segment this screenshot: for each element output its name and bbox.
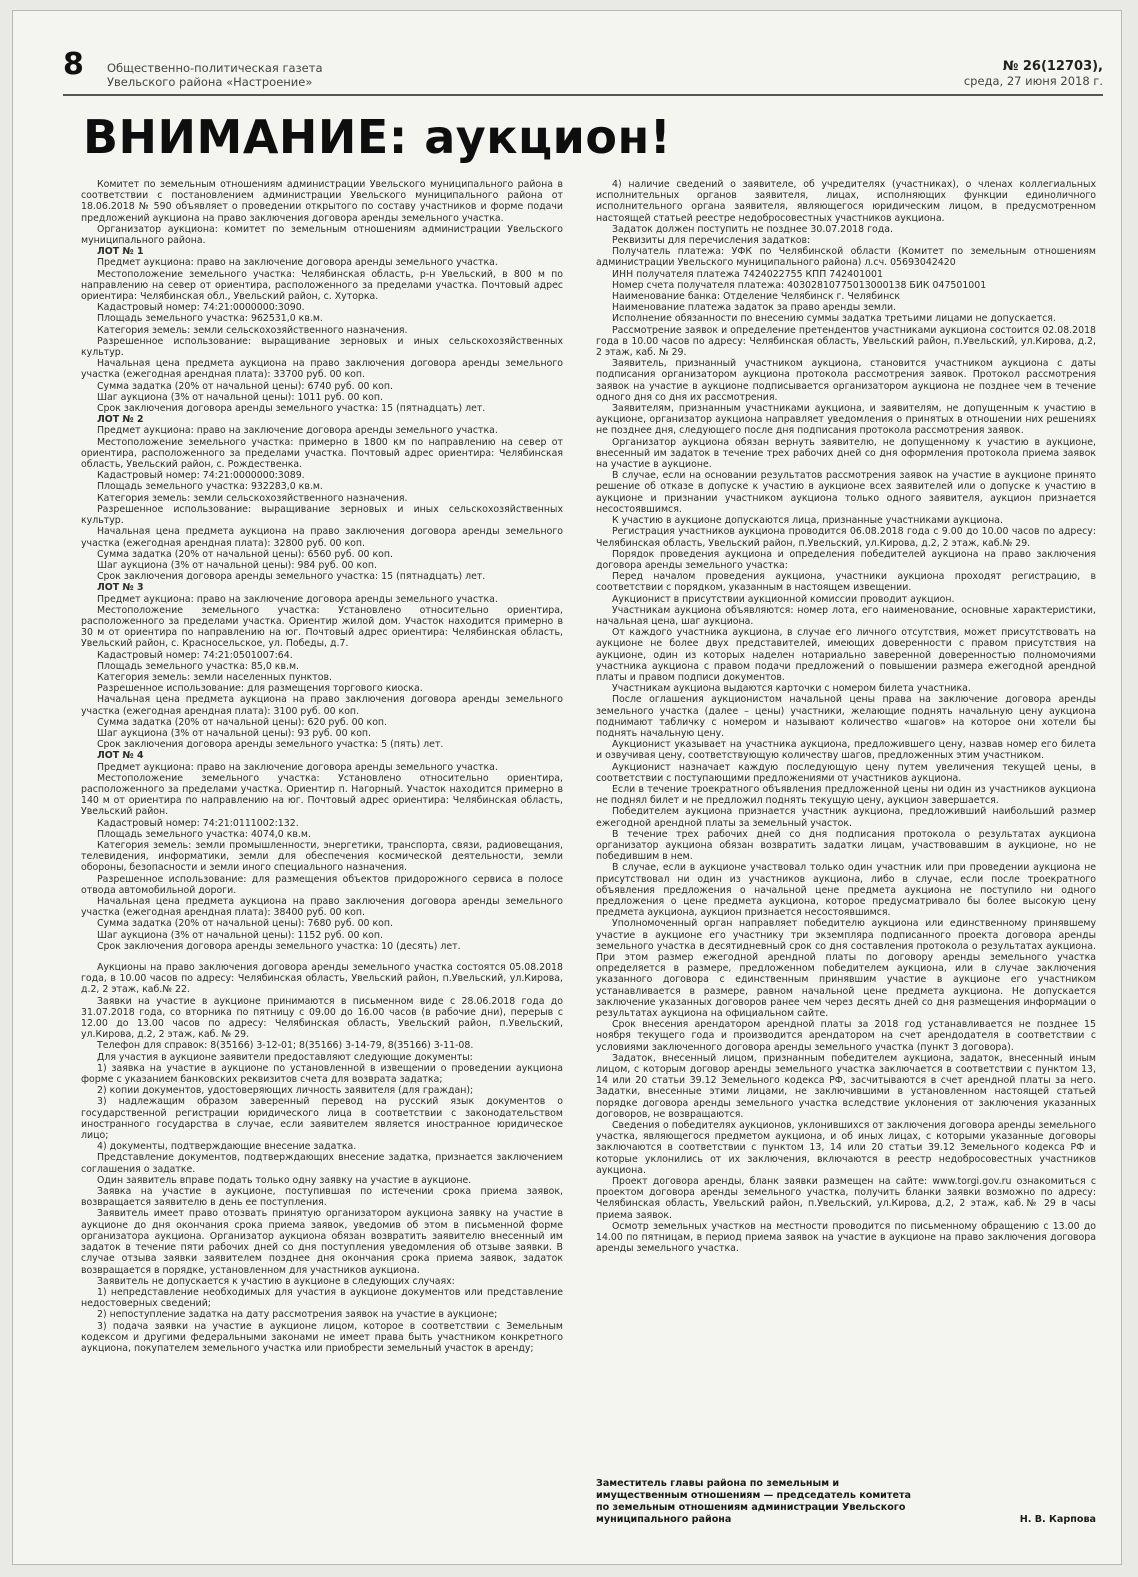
paragraph: Участникам аукциона выдаются карточки с номером билета участника. xyxy=(612,683,971,695)
paragraph: Получатель платежа: УФК по Челябинской области (Комитет по земельным отношениям администрации Увельского муниципального района) л.сч. 05693042420 xyxy=(596,246,1096,269)
paragraph: Заявителям, признанным участниками аукциона, и заявителям, не допущенным к участию в аукционе, организатор аукциона направляет уведомления о принятых в отношении них решениях не позднее дня, следующего после дня подписания протокола рассмотрения заявок. xyxy=(596,403,1096,437)
paragraph: Заявки на участие в аукционе принимаются в письменном виде с 28.06.2018 года до 31.07.2018 года, со вторника по пятницу с 09.00 до 16.00 часов (в рабочие дни), перерыв с 12.00 до 13.00 часов по адресу: Челябинская область, Увельский район, п.Увельский, ул.Кирова, д.2, 2 этаж, каб. № 29. xyxy=(81,995,563,1041)
lot-heading: ЛОТ № 2 xyxy=(97,414,144,426)
lot-heading: ЛОТ № 3 xyxy=(97,582,144,594)
paragraph: Шаг аукциона (3% от начальной цены): 1011 руб. 00 коп. xyxy=(97,391,383,403)
article-title: ВНИМАНИЕ: аукцион! xyxy=(83,110,672,164)
issue-number: № 26(12703), xyxy=(1002,59,1103,74)
paragraph: Если в течение троекратного объявления предложенной цены ни один из участников аукциона не поднял билет и не предложил поднять текущую цену, аукцион завершается. xyxy=(596,783,1096,807)
paragraph: Регистрация участников аукциона проводится 06.08.2018 года с 9.00 до 10.00 часов по адресу: Челябинская область, Увельский район, п.Увельский, ул.Кирова, д.2, 2 этаж, каб.№ 29. xyxy=(596,526,1096,549)
paragraph: Шаг аукциона (3% от начальной цены): 984 руб. 00 коп. xyxy=(97,559,378,571)
paragraph: Аукционист назначает каждую последующую цену путем увеличения текущей цены, в соответствии с поступающими предложениями от участников аукциона. xyxy=(596,761,1096,784)
newspaper-name-line1: Общественно-политическая газета xyxy=(107,61,323,75)
paragraph: Кадастровый номер: 74:21:0000000:3089. xyxy=(97,470,305,482)
paragraph: Срок заключения договора аренды земельного участка: 15 (пятнадцать) лет. xyxy=(97,571,486,583)
paragraph: Предмет аукциона: право на заключение договора аренды земельного участка. xyxy=(97,593,498,605)
paragraph: Сумма задатка (20% от начальной цены): 6740 руб. 00 коп. xyxy=(97,380,394,392)
paragraph: Предмет аукциона: право на заключение договора аренды земельного участка. xyxy=(97,761,498,773)
paragraph: Начальная цена предмета аукциона на право заключения договора аренды земельного участка (ежегодная арендная плата): 3100 руб. 00 коп. xyxy=(81,694,563,717)
paragraph: Заявитель имеет право отозвать принятую организатором аукциона заявку на участие в аукционе до дня окончания срока приема заявок, уведомив об этом в письменной форме организатора аукциона. Организатор аукциона обязан возвратить заявителю внесенный им задаток в течение пяти рабочих дней со дня поступления уведомления об отзыве заявки. В случае отзыва заявки заявителем позднее дня окончания срока приема заявок, задаток возвращается в порядке, установленном для участников аукциона. xyxy=(81,1208,563,1276)
paragraph: Шаг аукциона (3% от начальной цены): 1152 руб. 00 коп. xyxy=(97,929,383,941)
newspaper-name xyxy=(107,61,323,89)
paragraph: Заявитель, признанный участником аукциона, становится участником аукциона с даты подписания организатором аукциона протокола рассмотрения заявок. Протокол рассмотрения заявок на участие в аукционе подписывается организатором аукциона не позднее чем в течение одного дня со дня их рассмотрения. xyxy=(596,358,1096,403)
paragraph: Аукционы на право заключения договора аренды земельного участка состоятся 05.08.2018 года, в 10.00 часов по адресу: Челябинская область, Увельский район, п.Увельский, ул.Кирова, д.2, 2 этаж, каб.№ 22. xyxy=(81,962,563,996)
paragraph: 1) заявка на участие в аукционе по установленной в извещении о проведении аукциона форме с указанием банковских реквизитов счета для возврата задатка; xyxy=(81,1062,563,1086)
right-column xyxy=(596,179,1096,1255)
paragraph: Срок заключения договора аренды земельного участка: 15 (пятнадцать) лет. xyxy=(97,403,486,415)
paragraph: Кадастровый номер: 74:21:0000000:3090. xyxy=(97,302,305,314)
paragraph: Один заявитель вправе подать только одну заявку на участие в аукционе. xyxy=(97,1174,472,1186)
paragraph: Шаг аукциона (3% от начальной цены): 93 руб. 00 коп. xyxy=(97,727,372,739)
newspaper-page xyxy=(12,10,1122,1565)
paragraph: Категория земель: земли населенных пунктов. xyxy=(97,671,333,683)
paragraph: Сведения о победителях аукционов, уклонившихся от заключения договора аренды земельного участка, являющегося предметом аукциона, и об иных лицах, с которыми указанные договоры заключаются в соответствии с пунктом 13, 14 или 20 статьи 39.12 Земельного кодекса РФ и которые уклонились от их заключения, включаются в реестр недобросовестных участников аукциона. xyxy=(596,1120,1096,1176)
paragraph: Срок внесения арендатором арендной платы за 2018 год устанавливается не позднее 15 ноября текущего года и производится арендатором на счет арендодателя в соответствии с условиями заключенного договора аренды земельного участка (пункт 3 договора). xyxy=(596,1019,1096,1053)
paragraph: Рассмотрение заявок и определение претендентов участниками аукциона состоится 02.08.2018 года в 10.00 часов по адресу: Челябинская область, Увельский район, п.Увельский, ул.Кирова, д.2, 2 этаж, каб. № 29. xyxy=(596,324,1096,359)
paragraph: Задаток должен поступить не позднее 30.07.2018 года. xyxy=(612,223,893,235)
issue-date: среда, 27 июня 2018 г. xyxy=(963,74,1103,88)
paragraph: Категория земель: земли промышленности, энергетики, транспорта, связи, радиовещания, телевидения, информатики, земли для обеспечения космической деятельности, земли обороны, безопасности и земли иного специального назначения. xyxy=(81,839,563,874)
paragraph: Начальная цена предмета аукциона на право заключения договора аренды земельного участка (ежегодная арендная плата): 33700 руб. 00 коп. xyxy=(81,358,563,381)
paragraph: Разрешенное использование: выращивание зерновых и иных сельскохозяйственных культур. xyxy=(81,335,563,359)
paragraph: Сумма задатка (20% от начальной цены): 7680 руб. 00 коп. xyxy=(97,918,394,930)
paragraph: Наименование банка: Отделение Челябинск г. Челябинск xyxy=(612,291,901,303)
paragraph: Аукционист в присутствии аукционной комиссии проводит аукцион. xyxy=(612,593,955,605)
signature-name: Н. В. Карпова xyxy=(1019,1514,1096,1525)
paragraph: 3) подача заявки на участие в аукционе лицом, которое в соответствии с Земельным кодексом и другими федеральными законами не имеет права быть участником конкретного аукциона, покупателем земельного участка или приобрести земельный участок в аренду; xyxy=(81,1320,563,1354)
signature-block xyxy=(596,1478,1096,1526)
paragraph: 2) копии документов, удостоверяющих личность заявителя (для граждан); xyxy=(97,1085,474,1097)
paragraph: Разрешенное использование: для размещения торгового киоска. xyxy=(97,683,423,695)
paragraph: Площадь земельного участка: 962531,0 кв.м. xyxy=(97,313,323,325)
paragraph: Порядок проведения аукциона и определения победителей аукциона на право заключения договора аренды земельного участка: xyxy=(596,548,1096,571)
paragraph: Срок заключения договора аренды земельного участка: 10 (десять) лет. xyxy=(97,940,461,952)
paragraph-gap xyxy=(81,952,563,962)
paragraph: Предмет аукциона: право на заключение договора аренды земельного участка. xyxy=(97,257,498,269)
paragraph: Сумма задатка (20% от начальной цены): 6560 руб. 00 коп. xyxy=(97,548,394,560)
paragraph: В случае, если на основании результатов рассмотрения заявок на участие в аукционе принято решение об отказе в допуске к участию в аукционе всех заявителей или о допуске к участию в аукционе и признании участником аукциона только одного заявителя, аукцион признается несостоявшимся. xyxy=(596,470,1096,515)
paragraph: Разрешенное использование: выращивание зерновых и иных сельскохозяйственных культур. xyxy=(81,503,563,527)
paragraph: Участникам аукциона объявляются: номер лота, его наименование, основные характеристики, начальная цена, шаг аукциона. xyxy=(596,604,1096,627)
paragraph: ИНН получателя платежа 7424022755 КПП 742401001 xyxy=(612,268,883,280)
paragraph: Комитет по земельным отношениям администрации Увельского муниципального района в соответствии с постановлением администрации Увельского муниципального района от 18.06.2018 № 590 объявляет о проведении открытого по составу участников и форме подачи предложений аукциона на право заключения договора аренды земельного участка. xyxy=(81,179,563,224)
paragraph: Местоположение земельного участка: примерно в 1800 км по направлению на север от ориентира, расположенного за пределами участка. Почтовый адрес ориентира: Челябинская область, Увельский район, с. Рождественка. xyxy=(81,436,563,471)
paragraph: 4) наличие сведений о заявителе, об учредителях (участниках), о членах коллегиальных исполнительных органов заявителя, лицах, исполняющих функции единоличного исполнительного органа заявителя, являющегося юридическим лицом, в предусмотренном настоящей статьей реестре недобросовестных участников аукциона. xyxy=(596,179,1096,224)
paragraph: Начальная цена предмета аукциона на право заключения договора аренды земельного участка (ежегодная арендная плата): 32800 руб. 00 коп. xyxy=(81,526,563,549)
paragraph: Площадь земельного участка: 85,0 кв.м. xyxy=(97,660,300,672)
paragraph: Категория земель: земли сельскохозяйственного назначения. xyxy=(97,492,408,504)
page-number: 8 xyxy=(63,47,84,82)
newspaper-name-line2: Увельского района «Настроение» xyxy=(107,75,313,89)
paragraph: Срок заключения договора аренды земельного участка: 5 (пять) лет. xyxy=(97,739,444,751)
paragraph: Исполнение обязанности по внесению суммы задатка третьими лицами не допускается. xyxy=(612,313,1056,325)
paragraph: Начальная цена предмета аукциона на право заключения договора аренды земельного участка (ежегодная арендная плата): 38400 руб. 00 коп. xyxy=(81,896,563,919)
paragraph: Представление документов, подтверждающих внесение задатка, признается заключением соглашения о задатке. xyxy=(81,1152,563,1175)
header-divider xyxy=(63,94,1103,96)
paragraph: 1) непредставление необходимых для участия в аукционе документов или представление недостоверных сведений; xyxy=(81,1286,563,1310)
paragraph: Аукционист указывает на участника аукциона, предложившего цену, назвав номер его билета и озвучивая цену, соответствующую количеству шагов, предложенных этим участником. xyxy=(596,739,1096,762)
paragraph: 3) надлежащим образом заверенный перевод на русский язык документов о государственной регистрации юридического лица в соответствии с законодательством иностранного государства в случае, если заявителем является иностранное юридическое лицо; xyxy=(81,1096,563,1142)
paragraph: Победителем аукциона признается участник аукциона, предложивший наибольший размер ежегодной арендной платы за земельный участок. xyxy=(596,806,1096,829)
paragraph: Местоположение земельного участка: Установлено относительно ориентира, расположенного за пределами участка. Ориентир жилой дом. Участок находится примерно в 30 м от ориентира по направлению на юг. Почтовый адрес ориентира: Челябинская область, Увельский район, с. Красносельское, ул. Победы, д.7. xyxy=(81,604,563,650)
paragraph: Заявитель не допускается к участию в аукционе в следующих случаях: xyxy=(97,1275,455,1287)
issue-info xyxy=(964,59,1103,88)
paragraph: Разрешенное использование: для размещения объектов придорожного сервиса в полосе отвода автомобильной дороги. xyxy=(81,873,563,896)
page-header xyxy=(63,47,1103,89)
paragraph: Категория земель: земли сельскохозяйственного назначения. xyxy=(97,324,408,336)
paragraph: Для участия в аукционе заявители предоставляют следующие документы: xyxy=(97,1051,473,1063)
paragraph: Кадастровый номер: 74:21:0111002:132. xyxy=(97,817,299,829)
paragraph: Задаток, внесенный лицом, признанным победителем аукциона, задаток, внесенный иным лицом, с которым договор аренды земельного участка заключается в соответствии с пунктом 13, 14 или 20 статьи 39.12 Земельного кодекса РФ, засчитываются в счет арендной платы за него. Задатки, внесенные этими лицами, не заключившими в установленном настоящей статьей порядке договора аренды земельного участка вследствие уклонения от заключения указанных договоров, не возвращаются. xyxy=(596,1052,1096,1120)
signature-position: Заместитель главы района по земельным и имущественным отношениям — председатель комитета по земельным отношениям администрации Увельского муниципального района xyxy=(596,1478,911,1525)
paragraph: После оглашения аукционистом начальной цены права на заключение договора аренды земельного участка (далее – цены) участники, желающие поднять начальную цену аукциона поднимают табличку с номером и называют количество «шагов» на которое они хотели бы поднять начальную цену. xyxy=(596,694,1096,739)
paragraph: К участию в аукционе допускаются лица, признанные участниками аукциона. xyxy=(612,515,1004,527)
paragraph: 4) документы, подтверждающие внесение задатка. xyxy=(97,1141,357,1153)
paragraph: В случае, если в аукционе участвовал только один участник или при проведении аукциона не присутствовал ни один из участников аукциона, либо в случае, если после троекратного объявления предложения о начальной цене предмета аукциона не поступило ни одного предложения о цене предмета аукциона, которое предусматривало бы более высокую цену предмета аукциона, аукцион признается несостоявшимся. xyxy=(596,862,1096,919)
lot-heading: ЛОТ № 1 xyxy=(97,246,144,258)
paragraph: Площадь земельного участка: 4074,0 кв.м. xyxy=(97,828,311,840)
paragraph: От каждого участника аукциона, в случае его личного отсутствия, может присутствовать на аукционе не более двух представителей, имеющих доверенности с правом присутствия на аукционе, один из которых наделен нотариально заверенной доверенностью полномочиями участника аукциона с правом подачи предложений о повышении размера ежегодной арендной платы и правом подписи документов. xyxy=(596,627,1096,683)
paragraph: Заявка на участие в аукционе, поступившая по истечении срока приема заявок, возвращается заявителю в день ее поступления. xyxy=(81,1186,563,1209)
paragraph: Местоположение земельного участка: Установлено относительно ориентира, расположенного за пределами участка. Ориентир п. Нагорный. Участок находится примерно в 140 м от ориентира по направлению на юг. Почтовый адрес ориентира: Челябинская область, Увельский район. xyxy=(81,772,563,818)
paragraph: В течение трех рабочих дней со дня подписания протокола о результатах аукциона организатор аукциона обязан возвратить задатки лицам, участвовавшим в аукционе, но не победившим в нем. xyxy=(596,828,1096,863)
paragraph: Организатор аукциона обязан вернуть заявителю, не допущенному к участию в аукционе, внесенный им задаток в течение трех рабочих дней со дня оформления протокола приема заявок на участие в аукционе. xyxy=(596,436,1096,471)
paragraph: Уполномоченный орган направляет победителю аукциона или единственному принявшему участие в аукционе его участнику три экземпляра подписанного проекта договора аренды земельного участка в десятидневный срок со дня составления протокола о результатах аукциона. При этом размер ежегодной арендной платы по договору аренды земельного участка определяется в размере, предложенном победителем аукциона, или в случае заключения указанного договора с единственным принявшим участие в аукционе его участником устанавливается в размере, равном начальной цене предмета аукциона. Не допускается заключение указанных договоров ранее чем через десять дней со дня размещения информации о результатах аукциона на официальном сайте. xyxy=(596,918,1096,1020)
paragraph: Наименование платежа задаток за право аренды земли. xyxy=(612,302,897,314)
lot-heading: ЛОТ № 4 xyxy=(97,750,144,762)
paragraph: Кадастровый номер: 74:21:0501007:64. xyxy=(97,649,293,661)
paragraph: 2) непоступление задатка на дату рассмотрения заявок на участие в аукционе; xyxy=(97,1309,498,1321)
paragraph: Сумма задатка (20% от начальной цены): 620 руб. 00 коп. xyxy=(97,716,388,728)
paragraph: Организатор аукциона: комитет по земельным отношениям администрации Увельского муниципального района. xyxy=(81,223,563,247)
left-column xyxy=(81,179,563,1354)
paragraph: Проект договора аренды, бланк заявки размещен на сайте: www.torgi.gov.ru ознакомиться с проектом договора аренды земельного участка, получить бланки заявки возможно по адресу: Челябинская область, Увельский район, п.Увельский, ул.Кирова, д.2, 2 этаж, каб.№ 29 в часы приема заявок. xyxy=(596,1176,1096,1221)
paragraph: Осмотр земельных участков на местности проводится по письменному обращению с 13.00 до 14.00 по пятницам, в период приема заявок на участие в аукционе на право заключения договора аренды земельного участка. xyxy=(596,1220,1096,1255)
paragraph: Телефон для справок: 8(35166) 3-12-01; 8(35166) 3-14-79, 8(35166) 3-11-08. xyxy=(97,1040,474,1052)
paragraph: Площадь земельного участка: 932283,0 кв.м. xyxy=(97,481,323,493)
paragraph: Предмет аукциона: право на заключение договора аренды земельного участка. xyxy=(97,425,498,437)
paragraph: Перед началом проведения аукциона, участники аукциона проходят регистрацию, в соответствии с порядком, указанным в настоящем извещении. xyxy=(596,571,1096,594)
paragraph: Местоположение земельного участка: Челябинская область, р-н Увельский, в 800 м по направлению на север от ориентира, расположенного за пределами участка. Почтовый адрес ориентира: Челябинская обл., Увельский район, с. Хуторка. xyxy=(81,268,563,303)
paragraph: Реквизиты для перечисления задатков: xyxy=(612,235,811,247)
paragraph: Номер счета получателя платежа: 40302810775013000138 БИК 047501001 xyxy=(612,279,987,291)
